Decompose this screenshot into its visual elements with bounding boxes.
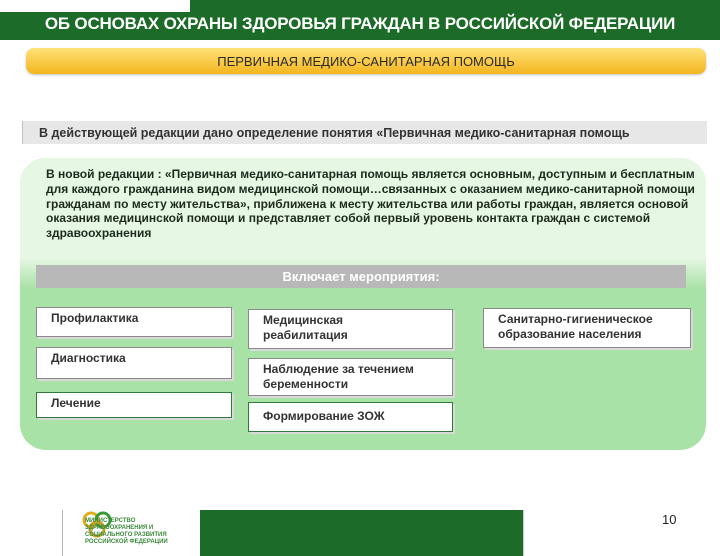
measure-label: Наблюдение за течением беременности: [263, 362, 414, 391]
measure-label: Диагностика: [51, 351, 126, 365]
measure-box-sanitary-education: [483, 308, 691, 348]
current-definition-text: В действующей редакции дано определение понятия «Первичная медико-санитарная помощь: [39, 126, 630, 140]
measure-box-pregnancy: [248, 358, 453, 396]
measure-label: Профилактика: [51, 311, 139, 325]
page-number: 10: [662, 512, 677, 527]
page-title: ОБ ОСНОВАХ ОХРАНЫ ЗДОРОВЬЯ ГРАЖДАН В РОССИЙСКОЙ ФЕДЕРАЦИИ: [44, 14, 676, 33]
section-subtitle: [26, 48, 706, 74]
measure-box-healthy-lifestyle: [248, 402, 453, 432]
measure-label: Лечение: [51, 396, 101, 410]
measure-box-rehabilitation: [248, 309, 453, 349]
footer-page-box: [523, 510, 707, 556]
measure-box-treatment: [36, 392, 232, 418]
current-definition-bar: [22, 121, 707, 144]
measure-box-diagnostics: [36, 347, 232, 379]
ministry-logo-text: МИНИСТЕРСТВО ЗДРАВООХРАНЕНИЯ И СОЦИАЛЬНОГО РАЗВИТИЯ РОССИЙСКОЙ ФЕДЕРАЦИИ: [85, 518, 168, 545]
includes-label: Включает мероприятия:: [282, 269, 440, 284]
measure-label: Санитарно-гигиеническое образование населения: [498, 312, 653, 341]
section-subtitle-text: ПЕРВИЧНАЯ МЕДИКО-САНИТАРНАЯ ПОМОЩЬ: [217, 54, 515, 69]
measure-label: Формирование ЗОЖ: [263, 409, 385, 423]
title-tab: [0, 0, 190, 12]
includes-header: [36, 265, 686, 288]
new-definition-text: В новой редакции : «Первичная медико-санитарная помощь является основным, доступным и бесплатным для каждого гражданина видом медицинской помощи…связанных с оказанием медико-санитарной помощи гражданам по месту жительства», приближена к месту жительства или работы граждан, является основой оказания медицинской помощи и представляет собой первый уровень контакта граждан с системой здравоохранения: [46, 167, 695, 241]
measure-box-prevention: [36, 307, 232, 337]
measure-label: Медицинская реабилитация: [263, 313, 348, 342]
footer-green-block: [200, 510, 523, 556]
